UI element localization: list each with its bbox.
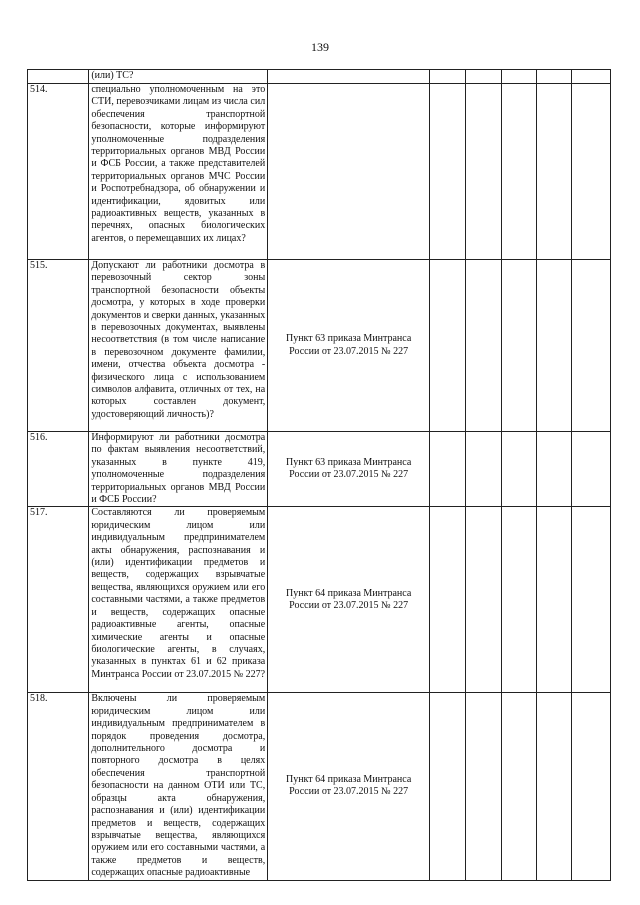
answer-cell-extra[interactable] bbox=[536, 693, 571, 880]
answer-cell-no[interactable] bbox=[466, 84, 502, 260]
table-row bbox=[28, 693, 611, 880]
notes-cell[interactable] bbox=[571, 432, 610, 507]
answer-cell-extra[interactable] bbox=[536, 70, 571, 84]
answer-cell-yes[interactable] bbox=[430, 507, 466, 693]
checklist-table bbox=[27, 69, 611, 881]
question-cell: Включены ли проверяемым юридическим лицом или индивидуальным предпринимателем в порядок проведения досмотра, дополнительного досмотра и повторного досмотра в целях обеспечения транспортной безопасности на данном ОТИ или ТС, образцы акта обнаружения, распознавания и (или) идентификации предметов и веществ, содержащих взрывчатые вещества, являющихся оружием или его составными частями, а также предметов и веществ, содержащих опасные радиоактивные bbox=[89, 693, 268, 880]
answer-cell-na[interactable] bbox=[502, 260, 536, 432]
table-row bbox=[28, 432, 611, 507]
answer-cell-na[interactable] bbox=[502, 84, 536, 260]
answer-cell-extra[interactable] bbox=[536, 432, 571, 507]
answer-cell-yes[interactable] bbox=[430, 260, 466, 432]
row-number: 517. bbox=[28, 507, 89, 693]
table-row bbox=[28, 507, 611, 693]
answer-cell-extra[interactable] bbox=[536, 507, 571, 693]
answer-cell-na[interactable] bbox=[502, 70, 536, 84]
answer-cell-yes[interactable] bbox=[430, 693, 466, 880]
requirement-cell: Пункт 63 приказа Минтранса России от 23.07.2015 № 227 bbox=[268, 260, 430, 432]
answer-cell-extra[interactable] bbox=[536, 260, 571, 432]
table-row bbox=[28, 84, 611, 260]
answer-cell-na[interactable] bbox=[502, 432, 536, 507]
answer-cell-yes[interactable] bbox=[430, 70, 466, 84]
row-number: 515. bbox=[28, 260, 89, 432]
notes-cell[interactable] bbox=[571, 693, 610, 880]
requirement-cell bbox=[268, 84, 430, 260]
notes-cell[interactable] bbox=[571, 84, 610, 260]
question-cell: Информируют ли работники досмотра по фактам выявления несоответствий, указанных в пункте 419, уполномоченные подразделения территориальных органов МВД России и ФСБ России? bbox=[89, 432, 268, 507]
answer-cell-yes[interactable] bbox=[430, 432, 466, 507]
table-row bbox=[28, 260, 611, 432]
row-number: 516. bbox=[28, 432, 89, 507]
row-number: 518. bbox=[28, 693, 89, 880]
answer-cell-yes[interactable] bbox=[430, 84, 466, 260]
page-number: 139 bbox=[311, 40, 329, 54]
answer-cell-no[interactable] bbox=[466, 693, 502, 880]
question-cell: (или) ТС? bbox=[89, 70, 268, 84]
requirement-cell bbox=[268, 70, 430, 84]
answer-cell-na[interactable] bbox=[502, 693, 536, 880]
question-cell: Допускают ли работники досмотра в перевозочный сектор зоны транспортной безопасности объекты досмотра, у которых в ходе проверки документов и сверки данных, указанных в перевозочных документах, выявлены несоответствия (в том числе написание в перевозочном документе фамилии, имени, отчества объекта досмотра - физического лица с использованием символов алфавита, отличных от тех, на которых составлен документ, удостоверяющий личность)? bbox=[89, 260, 268, 432]
notes-cell[interactable] bbox=[571, 507, 610, 693]
requirement-cell: Пункт 64 приказа Минтранса России от 23.07.2015 № 227 bbox=[268, 693, 430, 880]
row-number: 514. bbox=[28, 84, 89, 260]
requirement-cell: Пункт 64 приказа Минтранса России от 23.07.2015 № 227 bbox=[268, 507, 430, 693]
answer-cell-na[interactable] bbox=[502, 507, 536, 693]
table-row-continuation bbox=[28, 70, 611, 84]
answer-cell-no[interactable] bbox=[466, 70, 502, 84]
answer-cell-no[interactable] bbox=[466, 260, 502, 432]
notes-cell[interactable] bbox=[571, 260, 610, 432]
answer-cell-no[interactable] bbox=[466, 507, 502, 693]
row-number bbox=[28, 70, 89, 84]
question-cell: специально уполномоченным на это СТИ, перевозчиками лицам из числа сил обеспечения транспортной безопасности, которые информируют уполномоченные подразделения территориальных органов МВД России и ФСБ России, а также представителей территориальных органов МЧС России и Роспотребнадзора, об обнаружении и идентификации, ядовитых или радиоактивных веществ, указанных в перечнях, опасных биологических агентов, о перемещавших их лицах? bbox=[89, 84, 268, 260]
answer-cell-extra[interactable] bbox=[536, 84, 571, 260]
notes-cell[interactable] bbox=[571, 70, 610, 84]
question-cell: Составляются ли проверяемым юридическим лицом или индивидуальным предпринимателем акты обнаружения, распознавания и (или) идентификации предметов и веществ, содержащих взрывчатые вещества, являющихся оружием или его составными частями, а также предметов и веществ, содержащих опасные радиоактивные агенты, опасные химические агенты и опасные биологические агенты, в случаях, указанных в пунктах 61 и 62 приказа Минтранса России от 23.07.2015 № 227? bbox=[89, 507, 268, 693]
requirement-cell: Пункт 63 приказа Минтранса России от 23.07.2015 № 227 bbox=[268, 432, 430, 507]
answer-cell-no[interactable] bbox=[466, 432, 502, 507]
